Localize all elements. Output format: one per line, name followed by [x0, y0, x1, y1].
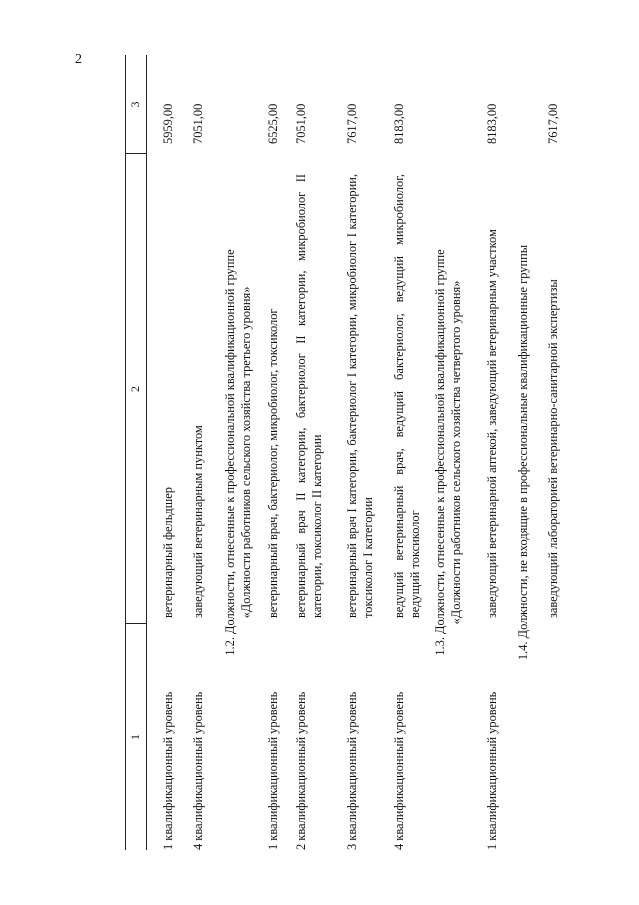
salary-value: 6525,00 — [266, 103, 280, 144]
salary-value: 7617,00 — [345, 103, 359, 144]
section-heading-line: 1.2. Должности, отнесенные к профессиональной квалификационной группе — [223, 249, 237, 656]
column-header-3: 3 — [128, 101, 142, 108]
position-title: ветеринарный врач, бактериолог, микробиолог, токсиколог — [266, 308, 280, 618]
column-header-1: 1 — [128, 734, 142, 740]
salary-value: 5959,00 — [161, 103, 175, 144]
section-heading — [432, 55, 464, 850]
qualification-level: 1 квалификационный уровень — [485, 691, 499, 850]
section-heading-line: 1.4. Должности, не входящие в профессиональные квалификационные группы — [516, 244, 530, 661]
column-header-2: 2 — [128, 386, 142, 392]
section-heading — [222, 55, 254, 850]
qualification-level: 4 квалификационный уровень — [392, 691, 406, 850]
section-heading — [515, 55, 531, 850]
section-heading-line: 1.3. Должности, отнесенные к профессиональной квалификационной группе — [433, 249, 447, 656]
position-title: ветеринарный врач I категории, бактериолог I категории, микробиолог I категории, токсиколог I категории — [345, 174, 375, 618]
qualification-level: 4 квалификационный уровень — [191, 691, 205, 850]
salary-table — [125, 55, 625, 850]
qualification-level: 1 квалификационный уровень — [266, 691, 280, 850]
section-heading-line: «Должности работников сельского хозяйства третьего уровня» — [239, 286, 253, 619]
section-heading-line: «Должности работников сельского хозяйства четвертого уровня» — [449, 280, 463, 625]
salary-value: 7051,00 — [294, 103, 308, 144]
position-title: ветеринарный врач II категории, бактериолог II категории, микробиолог II категории, токсиколог II категории — [294, 174, 324, 618]
table-top-border — [125, 55, 126, 850]
salary-value: 7051,00 — [191, 103, 205, 144]
position-title: заведующий ветеринарным пунктом — [191, 425, 205, 618]
header-bottom-border — [146, 55, 147, 850]
position-title: ведущий ветеринарный врач, ведущий бактериолог, ведущий микробиолог, ведущий токсиколог — [392, 174, 422, 618]
position-title: ветеринарный фельдшер — [161, 487, 175, 618]
position-title: заведующий ветеринарной аптекой, заведующий ветеринарным участком — [485, 229, 499, 618]
salary-value: 7617,00 — [546, 103, 560, 144]
qualification-level: 3 квалификационный уровень — [345, 691, 359, 850]
position-title: заведующий лабораторией ветеринарно-санитарной экспертизы — [546, 279, 560, 618]
qualification-level: 1 квалификационный уровень — [161, 691, 175, 850]
salary-value: 8183,00 — [392, 103, 406, 144]
salary-value: 8183,00 — [485, 103, 499, 144]
page-number: 2 — [75, 52, 82, 67]
qualification-level: 2 квалификационный уровень — [294, 691, 308, 850]
